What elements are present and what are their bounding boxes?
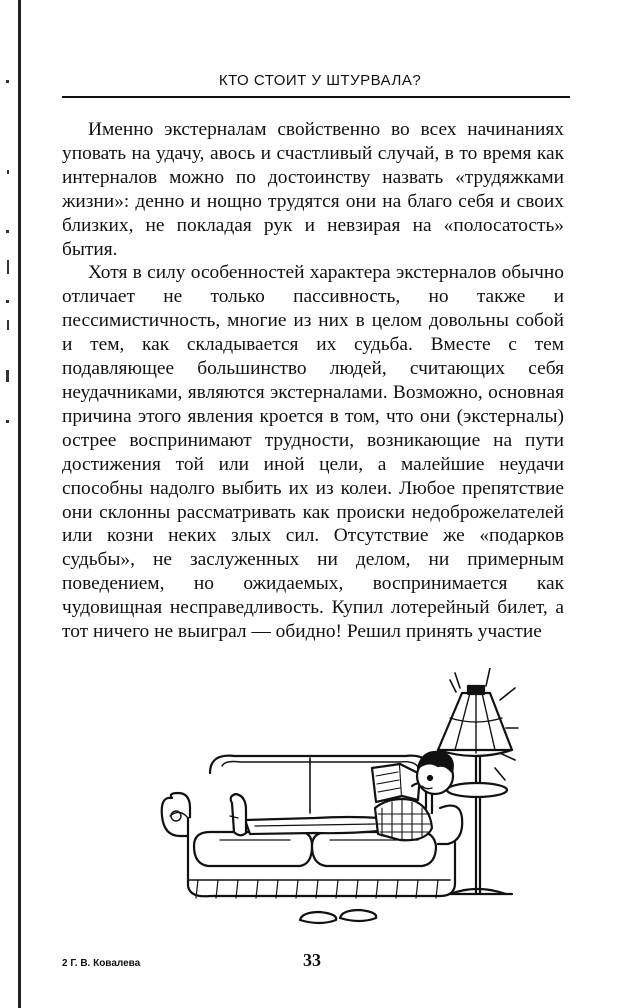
running-head: КТО СТОИТ У ШТУРВАЛА? — [218, 72, 422, 89]
running-head-rule — [62, 96, 570, 98]
scan-edge-marks — [4, 60, 14, 960]
footer-signature: 2 Г. В. Ковалева — [62, 958, 141, 969]
scan-edge-line — [18, 0, 21, 1008]
slippers — [300, 910, 376, 923]
man-reading-on-sofa-illustration — [150, 668, 520, 938]
body-text — [62, 118, 564, 644]
paragraph: Хотя в силу особенностей характера экстерналов обычно отличает не только пассивность, но также и пессимистичность, многие из них в целом довольны собой и тем, как складывается их судьба. Вместе с тем подавляющее большинство людей, считающих себя неудачниками, являются экстерналами. Возможно, основная причина этого явления кроется в том, что они (экстерналы) острее воспринимают трудности, возникающие на пути достижения той или иной цели, а малейшие неудачи способны надолго выбить их из колеи. Любое препятствие они склонны рассматривать как происки недоброжелателей или козни неких злых сил. Отсутствие же «подарков судьбы», не заслуженных ни делом, ни примерным поведением, но ожидаемых, воспринимается как чудовищная несправедливость. Купил лотерейный билет, а тот ничего не выиграл — обидно! Решил принять участие — [62, 262, 564, 643]
paragraph: Именно экстерналам свойственно во всех начинаниях уповать на удачу, авось и счастливый случай, в то время как интерналов можно по достоинству назвать «трудяжками жизни»: денно и нощно трудятся они на благо себя и своих близких, не покладая рук и невзирая на «полосатость» бытия. — [62, 119, 564, 260]
page-number: 33 — [303, 950, 321, 970]
